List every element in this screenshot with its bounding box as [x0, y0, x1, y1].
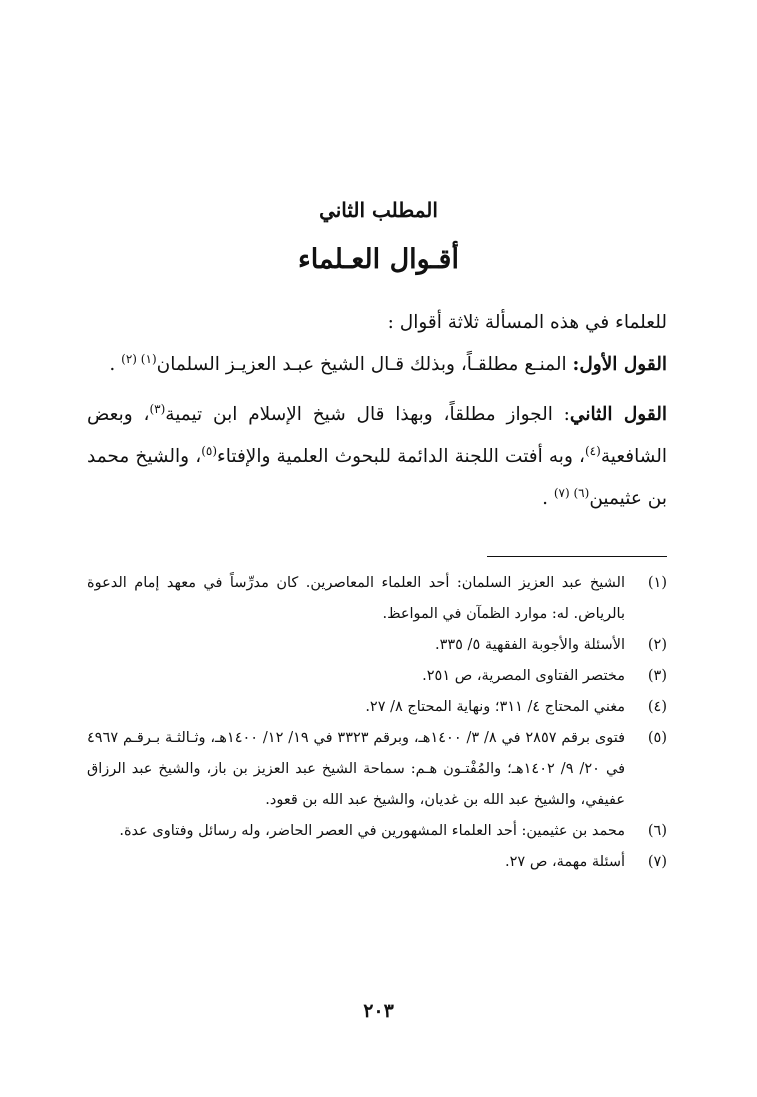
footnote-ref-1-2[interactable]: (١) (٢): [121, 351, 157, 366]
second-saying-end: .: [542, 488, 554, 509]
first-saying-text: المنـع مطلقـاً، وبذلك قـال الشيخ عبـد العزيـز السلمان: [156, 354, 573, 375]
footnote-text: أسئلة مهمة، ص ٢٧.: [505, 854, 625, 870]
intro-paragraph: للعلماء في هذه المسألة ثلاثة أقوال :: [387, 312, 667, 333]
footnote-divider: [487, 556, 667, 557]
footnotes-list: [87, 568, 667, 878]
footnote-2: [87, 630, 667, 661]
footnote-text: الأسئلة والأجوبة الفقهية ٥/ ٣٣٥.: [434, 637, 625, 653]
footnote-4: [87, 692, 667, 723]
section-subtitle: المطلب الثاني: [319, 198, 438, 222]
footnote-1: [87, 568, 667, 630]
footnote-7: [87, 847, 667, 878]
page-number: ٢٠٣: [363, 1000, 394, 1022]
second-saying-term: القول الثاني: [569, 404, 667, 425]
footnote-number: (٢): [647, 637, 667, 653]
footnote-number: (٦): [647, 823, 667, 839]
footnote-number: (٤): [647, 699, 667, 715]
footnote-ref-4[interactable]: (٤): [584, 443, 601, 458]
footnote-number: (٥): [647, 730, 667, 746]
footnote-text: مختصر الفتاوى المصرية، ص ٢٥١.: [422, 668, 625, 684]
footnote-text: محمد بن عثيمين: أحد العلماء المشهورين في العصر الحاضر، وله رسائل وفتاوى عدة.: [119, 823, 625, 839]
second-saying-text-2: ، وبعض الشافعية: [87, 404, 667, 467]
footnote-text: الشيخ عبد العزيز السلمان: أحد العلماء المعاصرين. كان مدرِّساً في معهد إمام الدعوة بالرياض. له: موارد الظمآن في المواعظ.: [87, 575, 625, 622]
second-saying-text-3: ، وبه أفتت اللجنة الدائمة للبحوث العلمية والإفتاء: [217, 446, 585, 467]
footnote-number: (١): [647, 575, 667, 591]
footnote-number: (٣): [647, 668, 667, 684]
first-saying-term: القول الأول:: [572, 354, 667, 375]
footnote-text: فتوى برقم ٢٨٥٧ في ٨/ ٣/ ١٤٠٠هـ، وبرقم ٣٣٢٣ في ١٩/ ١٢/ ١٤٠٠هـ، وثـالثـة بـرقـم ٤٩٦٧ في ٢٠/ ٩/ ١٤٠٢هـ؛ والمُفْتـون هـم: سماحة الشيخ عبد العزيز بن باز، والشيخ عبد الرزاق عفيفي، والشيخ عبد الله بن غديان، والشيخ عبد الله بن قعود.: [87, 730, 625, 808]
footnote-6: [87, 816, 667, 847]
footnote-ref-3[interactable]: (٣): [149, 401, 166, 416]
footnote-3: [87, 661, 667, 692]
first-saying-end: .: [109, 354, 122, 375]
second-saying-text-4: ، والشيخ محمد بن عثيمين: [87, 446, 667, 509]
footnote-text: مغني المحتاج ٤/ ٣١١؛ ونهاية المحتاج ٨/ ٢٧.: [365, 699, 625, 715]
main-text: [87, 302, 667, 520]
second-saying-text-1: : الجواز مطلقاً، وبهذا قال شيخ الإسلام ابن تيمية: [165, 404, 570, 425]
footnote-ref-6-7[interactable]: (٦) (٧): [553, 485, 590, 500]
footnote-ref-5[interactable]: (٥): [201, 443, 218, 458]
first-saying-paragraph: [87, 344, 667, 386]
footnote-5: [87, 723, 667, 816]
footnote-number: (٧): [647, 854, 667, 870]
second-saying-paragraph: [87, 394, 667, 520]
section-title: أقـوال العـلماء: [298, 244, 459, 275]
